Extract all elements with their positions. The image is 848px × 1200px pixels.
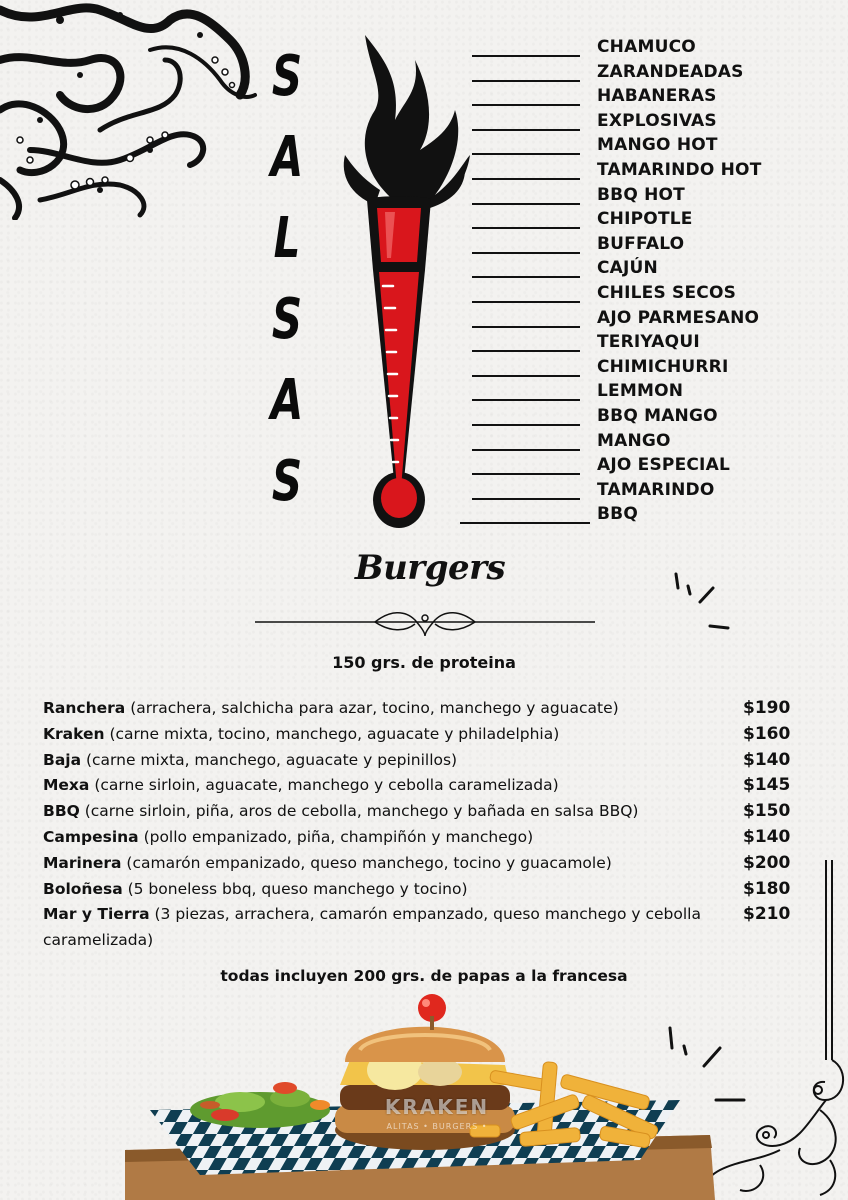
menu-item — [43, 773, 803, 799]
item-description — [43, 696, 703, 722]
octopus-illustration — [0, 0, 260, 220]
list-item — [460, 36, 820, 61]
item-name: Marinera — [43, 853, 122, 872]
item-name: Ranchera — [43, 699, 126, 717]
list-item — [460, 380, 820, 405]
list-item — [460, 233, 820, 258]
list-item — [460, 184, 820, 209]
item-description — [43, 877, 703, 903]
item-price: $200 — [743, 852, 791, 873]
salsa-name: EXPLOSIVAS — [597, 110, 717, 131]
leader-line — [472, 252, 580, 254]
salsa-name: MANGO HOT — [597, 135, 718, 156]
item-description — [43, 799, 703, 825]
leader-line — [472, 129, 580, 131]
salsa-name: CHAMUCO — [597, 37, 696, 57]
item-description — [43, 722, 703, 748]
item-name: Kraken — [43, 724, 105, 743]
list-item — [460, 61, 820, 86]
menu-item — [43, 851, 803, 877]
leader-line — [472, 55, 580, 57]
thermometer-flame-icon — [325, 30, 475, 530]
list-item — [460, 405, 820, 430]
item-price: $150 — [743, 801, 791, 822]
menu-item — [43, 722, 803, 748]
menu-item — [43, 902, 803, 954]
fries-note: todas incluyen 200 grs. de papas a la francesa — [220, 967, 628, 985]
salsa-name: BBQ — [597, 504, 638, 525]
leader-line — [472, 203, 580, 205]
item-price: $190 — [743, 698, 791, 718]
salsa-name: HABANERAS — [597, 86, 717, 107]
salsa-name: CHIPOTLE — [597, 209, 693, 230]
list-item — [460, 110, 820, 135]
item-price: $160 — [743, 723, 791, 744]
menu-item — [43, 748, 803, 774]
brand-watermark: KRAKEN — [384, 1095, 490, 1119]
menu-item — [43, 696, 803, 722]
item-ingredients: (pollo empanizado, piña, champiñón y manchego) — [138, 827, 534, 846]
salsa-name: CAJÚN — [597, 258, 658, 279]
list-item — [460, 479, 820, 504]
leader-line — [472, 375, 580, 377]
list-item — [460, 134, 820, 159]
leader-line — [472, 449, 580, 451]
leader-line — [472, 276, 580, 278]
salsa-name: AJO ESPECIAL — [597, 455, 730, 476]
sparkle-marks — [668, 568, 738, 638]
salsa-name: TERIYAQUI — [597, 332, 700, 353]
salsa-name: BBQ MANGO — [597, 405, 718, 426]
item-name: Baja — [43, 750, 82, 769]
leader-line — [472, 178, 580, 180]
leader-line — [472, 473, 580, 475]
item-ingredients: (camarón empanizado, queso manchego, tocino y guacamole) — [121, 853, 612, 872]
menu-item — [43, 825, 803, 851]
leader-line — [472, 498, 580, 500]
item-name: Mexa — [43, 776, 90, 795]
leader-line — [472, 424, 580, 426]
salsa-name: BUFFALO — [597, 233, 685, 254]
item-ingredients: (carne sirloin, aguacate, manchego y cebolla caramelizada) — [89, 776, 559, 795]
brand-tagline: ALITAS • BURGERS • — [386, 1122, 488, 1131]
item-price: $210 — [743, 904, 791, 925]
list-item — [460, 503, 820, 528]
burger-menu — [43, 696, 803, 954]
ornament-divider — [255, 610, 595, 640]
item-ingredients: (carne mixta, tocino, manchego, aguacate y philadelphia) — [104, 724, 560, 743]
leader-line — [472, 227, 580, 229]
menu-item — [43, 799, 803, 825]
salsas-letter: L — [273, 206, 301, 271]
salsa-name: TAMARINDO HOT — [597, 159, 762, 180]
salsa-name: ZARANDEADAS — [597, 61, 744, 82]
item-ingredients: (3 piezas, arrachera, camarón empanzado, queso manchego y cebolla caramelizada) — [43, 905, 701, 950]
item-name: BBQ — [43, 802, 80, 821]
leader-line — [472, 399, 580, 401]
item-price: $145 — [743, 775, 791, 796]
salsa-name: LEMMON — [597, 381, 684, 402]
burgers-title: Burgers — [354, 548, 506, 588]
list-item — [460, 430, 820, 455]
item-name: Mar y Tierra — [43, 905, 150, 924]
item-ingredients: (5 boneless bbq, queso manchego y tocino) — [122, 879, 468, 898]
leader-line — [472, 326, 580, 328]
salsa-name: TAMARINDO — [597, 479, 715, 500]
item-name: Campesina — [43, 827, 139, 846]
list-item — [460, 85, 820, 110]
salsa-name: CHILES SECOS — [597, 282, 737, 303]
salsa-name: CHIMICHURRI — [597, 356, 729, 377]
leader-line — [472, 301, 580, 303]
item-price: $140 — [743, 749, 791, 770]
menu-item — [43, 877, 803, 903]
list-item — [460, 159, 820, 184]
item-name: Boloñesa — [43, 879, 123, 898]
salsa-name: BBQ HOT — [597, 184, 685, 205]
item-description — [43, 825, 703, 851]
protein-subtitle: 150 grs. de proteina — [332, 653, 516, 672]
item-description — [43, 902, 703, 954]
salsa-name: MANGO — [597, 430, 671, 451]
salsa-list — [460, 36, 820, 528]
salsas-title — [262, 36, 312, 536]
list-item — [460, 331, 820, 356]
item-price: $140 — [743, 826, 791, 847]
item-ingredients: (carne mixta, manchego, aguacate y pepinillos) — [81, 750, 458, 769]
salsas-letter: S — [271, 287, 303, 352]
list-item — [460, 208, 820, 233]
salsas-letter: S — [271, 44, 303, 109]
leader-line — [460, 522, 590, 524]
item-description — [43, 851, 703, 877]
list-item — [460, 356, 820, 381]
item-description — [43, 773, 703, 799]
leader-line — [472, 153, 580, 155]
leader-line — [472, 104, 580, 106]
list-item — [460, 257, 820, 282]
item-ingredients: (carne sirloin, piña, aros de cebolla, manchego y bañada en salsa BBQ) — [79, 802, 639, 821]
leader-line — [472, 80, 580, 82]
item-price: $180 — [743, 878, 791, 899]
list-item — [460, 282, 820, 307]
item-description — [43, 748, 703, 774]
salsas-letter: A — [270, 368, 304, 433]
leader-line — [472, 350, 580, 352]
list-item — [460, 454, 820, 479]
salsas-letter: A — [270, 125, 304, 190]
item-ingredients: (arrachera, salchicha para azar, tocino, manchego y aguacate) — [125, 699, 619, 717]
salsa-name: AJO PARMESANO — [597, 307, 760, 328]
list-item — [460, 307, 820, 332]
salsas-letter: S — [271, 449, 303, 514]
